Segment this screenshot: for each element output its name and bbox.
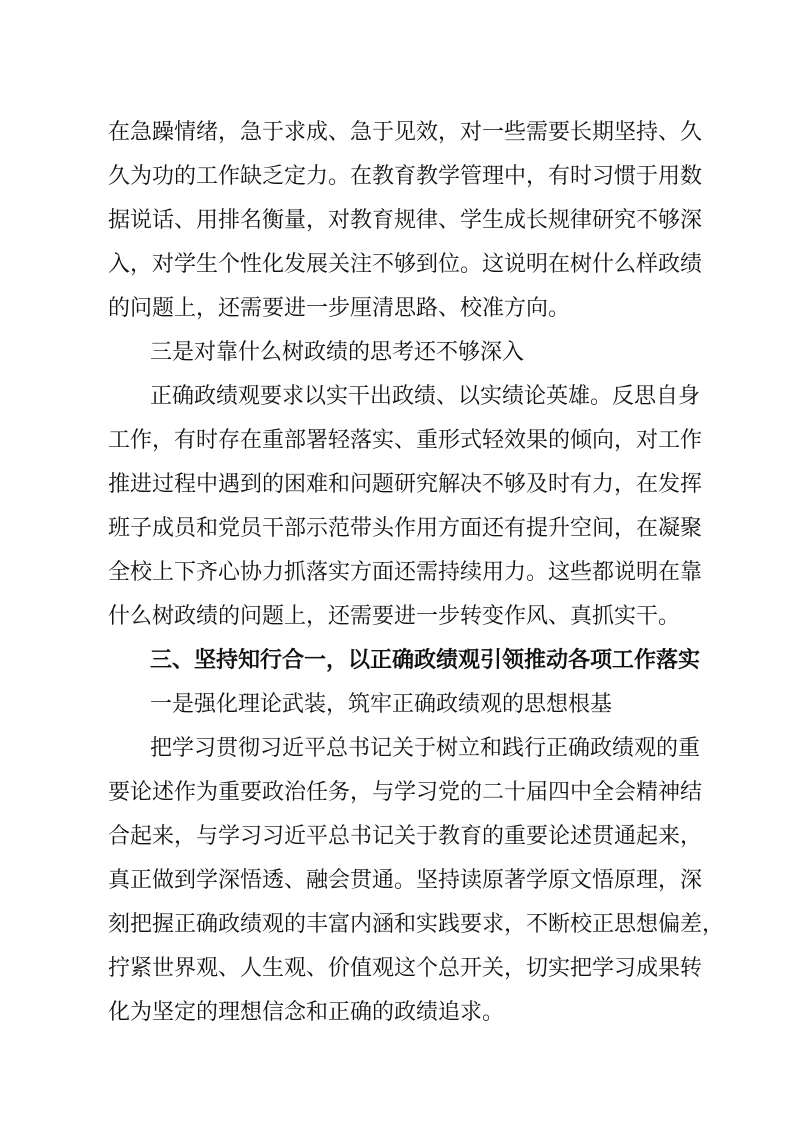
body-text-line: 入，对学生个性化发展关注不够到位。这说明在树什么样政绩	[108, 252, 703, 277]
body-text-line: 刻把握正确政绩观的丰富内涵和实践要求，不断校正思想偏差，	[108, 912, 725, 937]
subheading-1: 一是强化理论武装，筑牢正确政绩观的思想根基	[150, 692, 613, 717]
body-text-line: 化为坚定的理想信念和正确的政绩追求。	[108, 1000, 505, 1025]
body-text-line: 的问题上，还需要进一步厘清思路、校准方向。	[108, 296, 571, 321]
body-text-line: 要论述作为重要政治任务，与学习党的二十届四中全会精神结	[108, 780, 703, 805]
body-text-line: 工作，有时存在重部署轻落实、重形式轻效果的倾向，对工作	[108, 428, 703, 453]
subheading-3: 三是对靠什么树政绩的思考还不够深入	[150, 340, 525, 365]
body-text-line: 合起来，与学习习近平总书记关于教育的重要论述贯通起来，	[108, 824, 703, 849]
section-heading: 三、坚持知行合一，以正确政绩观引领推动各项工作落实	[150, 648, 701, 673]
body-text-line: 班子成员和党员干部示范带头作用方面还有提升空间，在凝聚	[108, 516, 703, 541]
body-text-line: 据说话、用排名衡量，对教育规律、学生成长规律研究不够深	[108, 208, 703, 233]
body-text-line: 真正做到学深悟透、融会贯通。坚持读原著学原文悟原理，深	[108, 868, 703, 893]
paragraph-first-line: 正确政绩观要求以实干出政绩、以实绩论英雄。反思自身	[150, 384, 701, 409]
body-text-line: 什么树政绩的问题上，还需要进一步转变作风、真抓实干。	[108, 604, 681, 629]
paragraph-first-line: 把学习贯彻习近平总书记关于树立和践行正确政绩观的重	[150, 736, 701, 761]
body-text-line: 在急躁情绪，急于求成、急于见效，对一些需要长期坚持、久	[108, 120, 703, 145]
body-text-line: 久为功的工作缺乏定力。在教育教学管理中，有时习惯于用数	[108, 164, 703, 189]
body-text-line: 全校上下齐心协力抓落实方面还需持续用力。这些都说明在靠	[108, 560, 703, 585]
body-text-line: 推进过程中遇到的困难和问题研究解决不够及时有力，在发挥	[108, 472, 703, 497]
body-text-line: 拧紧世界观、人生观、价值观这个总开关，切实把学习成果转	[108, 956, 703, 981]
